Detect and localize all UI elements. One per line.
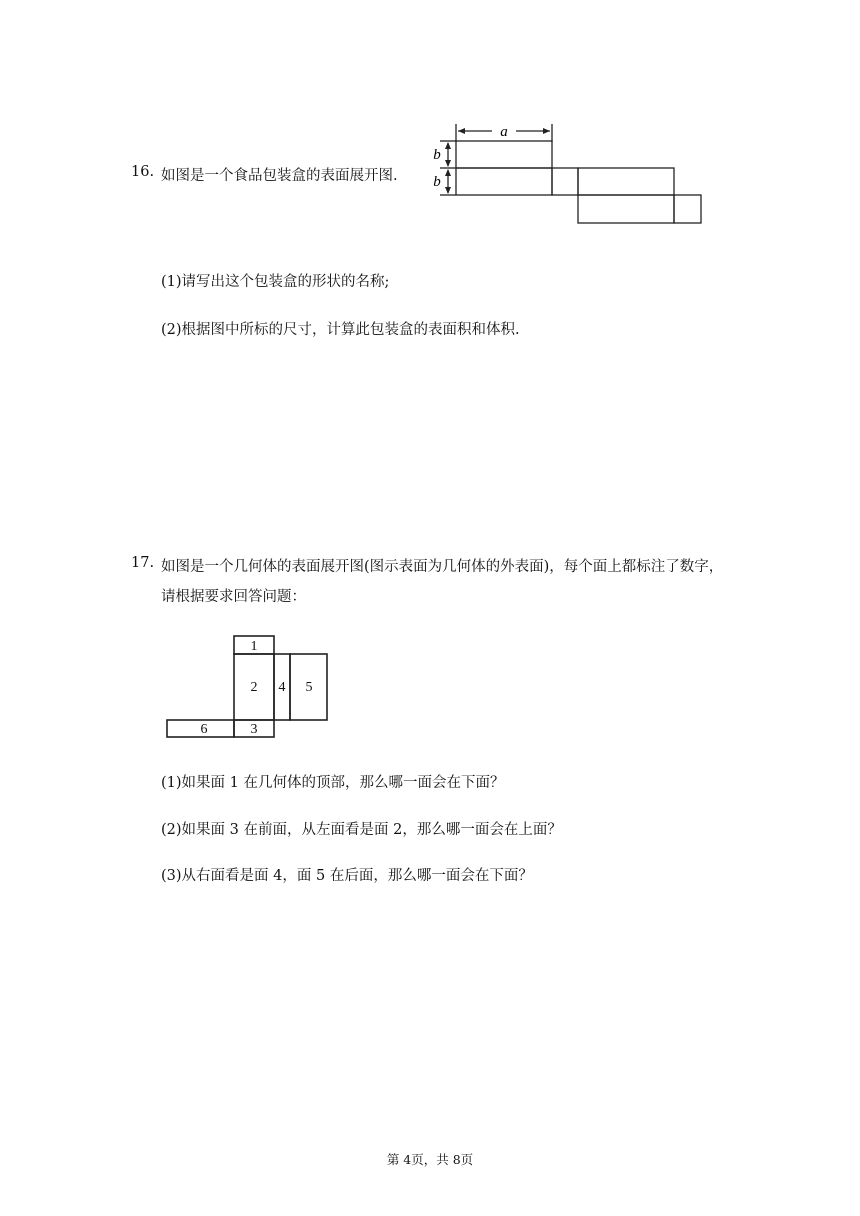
- q16-net-figure: [428, 120, 708, 230]
- q17-net-figure: [160, 628, 340, 743]
- q17-stem-line2: 请根据要求回答问题：: [161, 589, 306, 605]
- label-b-top: b: [433, 147, 441, 163]
- q17-part-3: (3)从右面看是面 4，面 5 在后面，那么哪一面会在下面？: [161, 868, 533, 884]
- label-b-bottom: b: [433, 174, 441, 190]
- q16-part-2: (2)根据图中所标的尺寸，计算此包装盒的表面积和体积.: [161, 322, 520, 338]
- q17-stem-line1: 如图是一个几何体的表面展开图(图示表面为几何体的外表面)，每个面上都标注了数字，: [161, 559, 724, 575]
- face-2-label: 2: [250, 680, 258, 695]
- q16-stem: 如图是一个食品包装盒的表面展开图.: [161, 168, 398, 184]
- face-3-label: 3: [250, 722, 258, 737]
- q16-part-1: (1)请写出这个包装盒的形状的名称;: [161, 274, 390, 290]
- face-5-label: 5: [305, 680, 313, 695]
- page-footer: 第 4页，共 8页: [386, 1152, 474, 1167]
- face-4-label: 4: [278, 680, 286, 695]
- q17-part-1: (1)如果面 1 在几何体的顶部，那么哪一面会在下面？: [161, 775, 505, 791]
- label-a: a: [500, 124, 508, 140]
- q17-number: 17.: [131, 555, 155, 571]
- q17-part-2: (2)如果面 3 在前面，从左面看是面 2，那么哪一面会在上面？: [161, 822, 562, 838]
- face-6-label: 6: [200, 722, 208, 737]
- face-1-label: 1: [250, 639, 258, 654]
- q16-number: 16.: [131, 164, 155, 180]
